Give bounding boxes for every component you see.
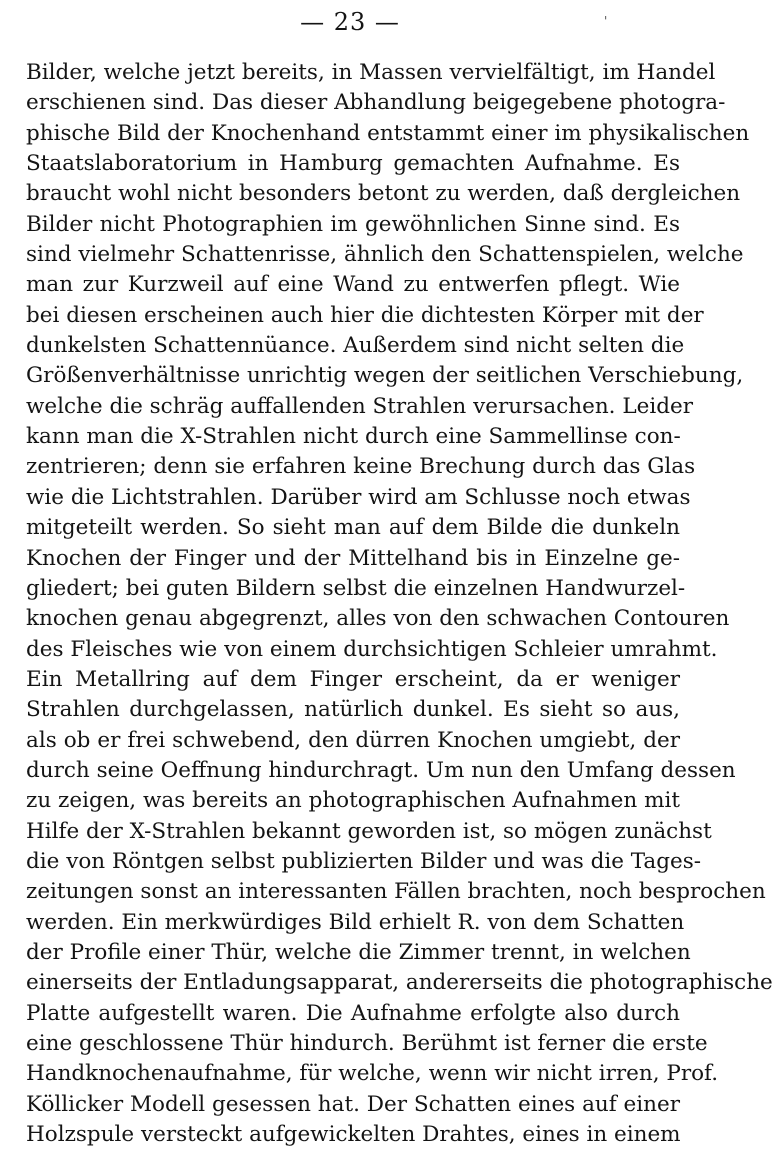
- text-line: Knochen der Finger und der Mittelhand bis in Einzelne ge-: [26, 545, 680, 571]
- text-line: mitgeteilt werden. So sieht man auf dem Bilde die dunkeln: [26, 515, 680, 541]
- text-line: Holzspule versteckt aufgewickelten Drahtes, eines in einem: [26, 1122, 681, 1148]
- text-line: knochen genau abgegrenzt, alles von den schwachen Contouren: [26, 606, 730, 632]
- stray-mark: ': [604, 14, 608, 28]
- text-line: Größenverhältnisse unrichtig wegen der seitlichen Verschiebung,: [26, 363, 744, 389]
- text-line: Bilder, welche jetzt bereits, in Massen vervielfältigt, im Handel: [26, 60, 716, 85]
- text-line: Hilfe der X-Strahlen bekannt geworden ist, so mögen zunächst: [26, 818, 712, 844]
- text-line: dunkelsten Schattennüance. Außerdem sind nicht selten die: [26, 333, 685, 359]
- text-line: werden. Ein merkwürdiges Bild erhielt R. von dem Schatten: [26, 909, 685, 935]
- text-line: Köllicker Modell gesessen hat. Der Schatten eines auf einer: [26, 1091, 680, 1117]
- text-line: zeitungen sonst an interessanten Fällen brachten, noch besprochen: [26, 879, 766, 905]
- text-line: Strahlen durchgelassen, natürlich dunkel. Es sieht so aus,: [26, 697, 680, 723]
- text-line: die von Röntgen selbst publizierten Bilder und was die Tages-: [26, 848, 702, 874]
- text-line: welche die schräg auffallenden Strahlen verursachen. Leider: [26, 393, 693, 419]
- text-line: wie die Lichtstrahlen. Darüber wird am Schlusse noch etwas: [26, 484, 691, 510]
- text-line: braucht wohl nicht besonders betont zu werden, daß dergleichen: [26, 181, 741, 207]
- text-line: gliedert; bei guten Bildern selbst die einzelnen Handwurzel-: [26, 575, 686, 601]
- text-line: kann man die X-Strahlen nicht durch eine Sammellinse con-: [26, 424, 681, 450]
- text-line: man zur Kurzweil auf eine Wand zu entwerfen pflegt. Wie: [26, 272, 680, 298]
- text-line: zentrieren; denn sie erfahren keine Brechung durch das Glas: [26, 454, 696, 480]
- text-line: Ein Metallring auf dem Finger erscheint, da er weniger: [26, 666, 680, 692]
- text-line: Staatslaboratorium in Hamburg gemachten Aufnahme. Es: [26, 151, 680, 177]
- text-line: phische Bild der Knochenhand entstammt einer im physikalischen: [26, 120, 750, 146]
- page-number: — 23 —: [300, 8, 400, 36]
- text-line: der Profile einer Thür, welche die Zimmer trennt, in welchen: [26, 939, 691, 965]
- text-line: einerseits der Entladungsapparat, andererseits die photographische: [26, 970, 773, 996]
- text-line: als ob er frei schwebend, den dürren Knochen umgiebt, der: [26, 727, 680, 753]
- text-line: zu zeigen, was bereits an photographischen Aufnahmen mit: [26, 788, 680, 814]
- text-line: Bilder nicht Photographien im gewöhnlichen Sinne sind. Es: [26, 211, 680, 237]
- text-line: Platte aufgestellt waren. Die Aufnahme erfolgte also durch: [26, 1000, 680, 1026]
- text-line: bei diesen erscheinen auch hier die dichtesten Körper mit der: [26, 302, 704, 328]
- text-line: durch seine Oeffnung hindurchragt. Um nun den Umfang dessen: [26, 757, 736, 783]
- text-line: des Fleisches wie von einem durchsichtigen Schleier umrahmt.: [26, 636, 718, 662]
- body-text: [26, 58, 773, 1150]
- text-line: Handknochenaufnahme, für welche, wenn wir nicht irren, Prof.: [26, 1061, 719, 1087]
- text-line: sind vielmehr Schattenrisse, ähnlich den Schattenspielen, welche: [26, 242, 744, 268]
- text-line: eine geschlossene Thür hindurch. Berühmt ist ferner die erste: [26, 1031, 708, 1056]
- text-line: erschienen sind. Das dieser Abhandlung beigegebene photogra-: [26, 90, 726, 116]
